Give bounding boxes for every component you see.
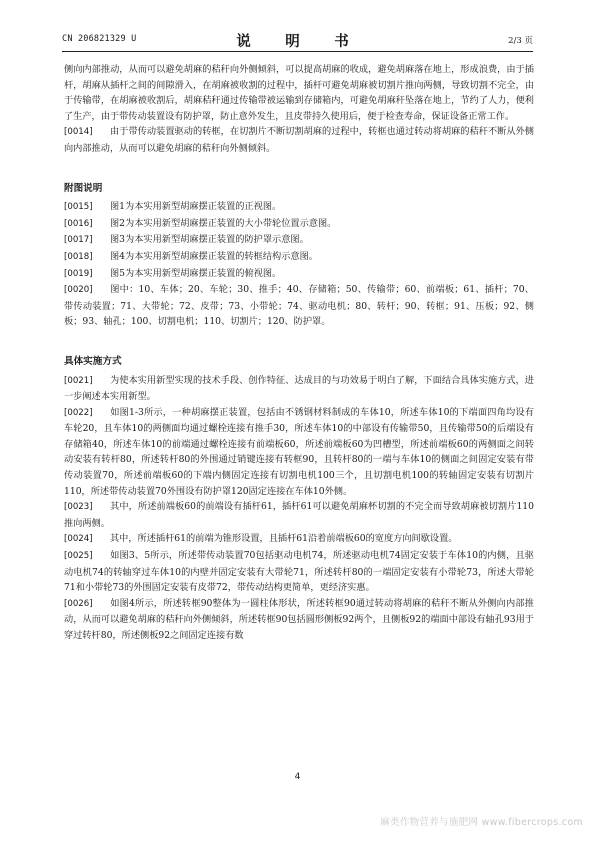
paragraph-number: [0015] [64, 202, 93, 213]
numbered-paragraph [64, 266, 534, 283]
paragraph-number: [0025] [64, 551, 93, 562]
paragraph-number: [0018] [64, 251, 93, 262]
paragraph-number: [0020] [64, 285, 93, 296]
paragraph-number: [0014] [64, 127, 93, 138]
page-number: 4 [294, 772, 301, 782]
numbered-paragraph [64, 531, 534, 548]
header-page-fraction: 2/3 页 [508, 36, 533, 46]
numbered-paragraph [64, 216, 534, 233]
paragraph-number: [0024] [64, 534, 93, 545]
paragraph-text: 图2为本实用新型胡麻摆正装置的大小带轮位置示意图。 [110, 217, 337, 229]
paragraph-text: 图中：10、车体；20、车轮；30、推手；40、存储箱；50、传输带；60、前端板；61、插杆；70、带传动装置；71、大带轮；72、皮带；73、小带轮；74、驱动电机；80、转杆；90、转框；91、压板；92、侧板；93、轴孔；100、切割电机；110、切割片；120、防护罩。 [64, 284, 534, 328]
paragraph-text: 其中，所述插杆61的前端为锥形设置，且插杆61沿着前端板60的宽度方向间歇设置。 [110, 533, 458, 545]
numbered-paragraph [64, 232, 534, 249]
numbered-paragraph [64, 199, 534, 216]
numbered-paragraph [64, 548, 534, 596]
paragraph-text: 图3为本实用新型胡麻摆正装置的防护罩示意图。 [110, 234, 309, 246]
paragraph-text: 如图3、5所示，所述带传动装置70包括驱动电机74，所述驱动电机74固定安装于车体10的内侧，且驱动电机74的转轴穿过车体10的内壁并固定安装有大带轮71，所述转杆80的一端固定安装有小带轮73，所述大带轮71和小带轮73的外围固定安装有皮带72，带传动结构更简单，更经济实惠。 [64, 550, 534, 594]
numbered-paragraph [64, 499, 534, 531]
figures-list [64, 199, 534, 330]
paragraph-text: 其中，所述前端板60的前端设有插杆61，插杆61可以避免胡麻杯切割的不完全而导致胡麻被切割片110推向两侧。 [64, 501, 534, 529]
document-body [64, 62, 534, 644]
paragraph-number: [0019] [64, 268, 93, 279]
header-rule [62, 51, 533, 52]
paragraph-text: 图4为本实用新型胡麻摆正装置的转框结构示意图。 [110, 250, 318, 262]
section-heading-embodiment: 具体实施方式 [64, 355, 122, 367]
paragraph-number: [0022] [64, 407, 93, 418]
paragraph-number: [0016] [64, 218, 93, 229]
header-doc-number: CN 206821329 U [62, 34, 137, 44]
paragraph-number: [0021] [64, 375, 93, 386]
numbered-paragraph [64, 249, 534, 266]
paragraph-0014 [64, 124, 534, 156]
section-heading-figures: 附图说明 [64, 182, 103, 194]
paragraph-text: 如图1-3所示，一种胡麻摆正装置，包括由不锈钢材料制成的车体10，所述车体10的下端面四角均设有车轮20，且车体10的两侧面均通过螺栓连接有推手30，所述车体10的中部设有传输带50，且传输带50的后端设有存储箱40，所述车体10的前端通过螺栓连接有前端板60，所述前端板60为凹槽型，所述前端板60的两侧面之间转动安装有转杆80，所述转杆80的外围通过销键连接有转框90，且转杆80的一端与车体10的侧面之间固定安装有带传动装置70，所述前端板60的下端内侧固定连接有切割电机100三个，且切割电机100的转轴固定安装有切割片110，所述带传动装置70外围设有防护罩120固定连接在车体10外侧。 [64, 406, 534, 497]
numbered-paragraph [64, 405, 534, 500]
paragraph-text: 图5为本实用新型胡麻摆正装置的俯视图。 [110, 267, 282, 279]
opening-paragraph: 侧向内部推动，从而可以避免胡麻的秸秆向外侧倾斜，可以提高胡麻的收成，避免胡麻落在地上，形成浪费，由于插杆，胡麻从插杆之间的间隙滑入，在胡麻被收割的过程中，插杆可避免胡麻被切割片推向两侧，导致切割不完全，由于传输带，在胡麻被收割后，胡麻秸秆通过传输带被运输到存储箱内，可避免胡麻秆坠落在地上，节约了人力，便利了生产，由于带传动装置设有防护罩，防止意外发生，且皮带持久使用后，便于检查寿命，保证设备正常工作。 [64, 64, 534, 122]
paragraph-text: 由于带传动装置驱动的转框，在切割片不断切割胡麻的过程中，转框也通过转动将胡麻的秸秆不断从外侧向内部推动，从而可以避免胡麻的秸秆向外侧倾斜。 [64, 126, 534, 154]
paragraph-text: 为使本实用新型实现的技术手段、创作特征、达成目的与功效易于明白了解，下面结合具体实施方式，进一步阐述本实用新型。 [64, 374, 534, 403]
header-title: 说 明 书 [236, 33, 359, 50]
numbered-paragraph [64, 373, 534, 405]
numbered-paragraph [64, 596, 534, 644]
paragraph-text: 图1为本实用新型胡麻摆正装置的正视图。 [110, 201, 282, 213]
embodiment-list [64, 373, 534, 644]
watermark: 麻类作物营养与施肥网 www.fibercrops.com [380, 817, 583, 828]
numbered-paragraph [64, 282, 534, 330]
paragraph-number: [0017] [64, 235, 93, 246]
paragraph-text: 如图4所示，所述转框90整体为一圆柱体形状，所述转框90通过转动将胡麻的秸秆不断从外侧向内部推动，从而可以避免胡麻的秸秆向外侧倾斜，所述转框90包括圆形侧板92两个，且侧板92的端面中部设有轴孔93用于穿过转杆80，所述侧板92之间固定连接有数 [64, 597, 534, 641]
paragraph-number: [0023] [64, 502, 93, 513]
paragraph-number: [0026] [64, 598, 93, 609]
